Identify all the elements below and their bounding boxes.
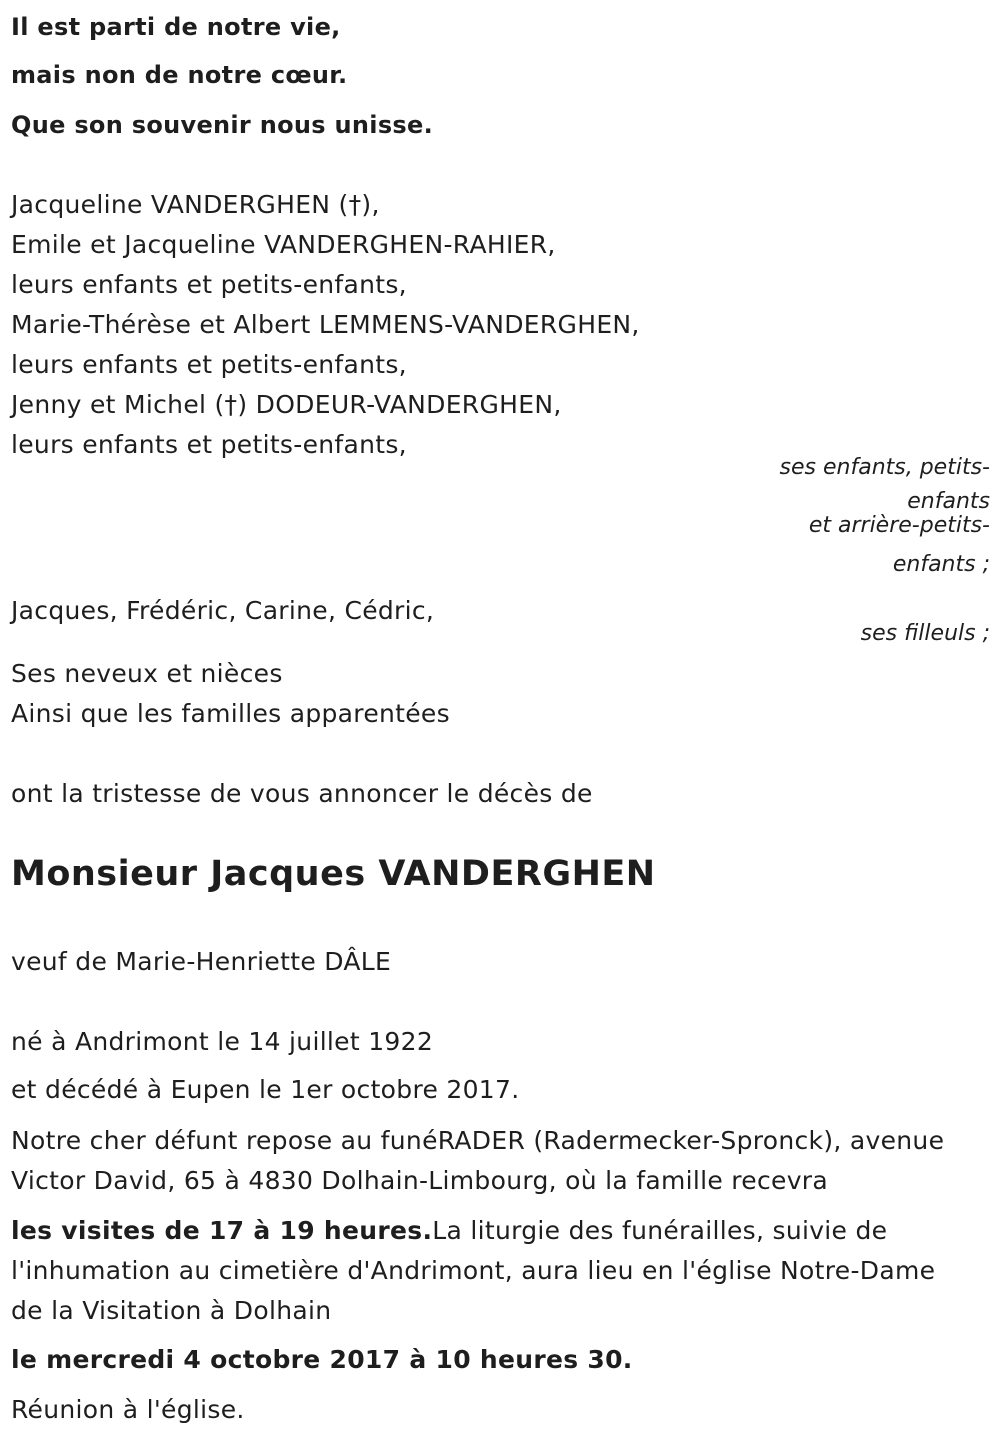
family-line: Jacqueline VANDERGHEN (†), [11, 190, 380, 219]
role-godchildren: ses filleuls ; [860, 621, 990, 646]
liturgy-line: l'inhumation au cimetière d'Andrimont, aura lieu en l'église Notre-Dame [11, 1256, 936, 1285]
visits-liturgy-line [11, 1211, 887, 1251]
epitaph-line: Que son souvenir nous unisse. [11, 111, 433, 139]
role-children-line: ses enfants, petits- [779, 455, 990, 480]
repose-line: Victor David, 65 à 4830 Dolhain-Limbourg, où la famille recevra [11, 1166, 829, 1195]
announcement-text: ont la tristesse de vous annoncer le décès de [11, 779, 593, 808]
liturgy-line: de la Visitation à Dolhain [11, 1296, 332, 1325]
widower-line: veuf de Marie-Henriette DÂLE [11, 947, 392, 976]
family-line: leurs enfants et petits-enfants, [11, 350, 407, 379]
role-children-line: et arrière-petits- [808, 513, 990, 538]
family-line: leurs enfants et petits-enfants, [11, 270, 407, 299]
deceased-name: Monsieur Jacques VANDERGHEN [11, 854, 656, 894]
family-line: leurs enfants et petits-enfants, [11, 430, 407, 459]
ceremony-date: le mercredi 4 octobre 2017 à 10 heures 30. [11, 1345, 633, 1374]
family-line: Marie-Thérèse et Albert LEMMENS-VANDERGHEN, [11, 310, 640, 339]
role-children-line: enfants [907, 489, 990, 514]
death-line: et décédé à Eupen le 1er octobre 2017. [11, 1075, 520, 1104]
role-children [780, 449, 990, 584]
liturgy-text: La liturgie des funérailles, suivie de [432, 1216, 888, 1245]
visits-hours: les visites de 17 à 19 heures. [11, 1216, 433, 1245]
birth-line: né à Andrimont le 14 juillet 1922 [11, 1027, 434, 1056]
family-line: Emile et Jacqueline VANDERGHEN-RAHIER, [11, 230, 556, 259]
meeting-line: Réunion à l'église. [11, 1395, 245, 1424]
repose-line: Notre cher défunt repose au funéRADER (Radermecker-Spronck), avenue [11, 1126, 945, 1155]
role-children-line: enfants ; [892, 552, 990, 577]
family-line: Jenny et Michel (†) DODEUR-VANDERGHEN, [11, 390, 562, 419]
relatives-line: Ainsi que les familles apparentées [11, 699, 450, 728]
epitaph-line: mais non de notre cœur. [11, 61, 348, 89]
relatives-line: Ses neveux et nièces [11, 659, 283, 688]
godchildren-line: Jacques, Frédéric, Carine, Cédric, [11, 596, 435, 625]
epitaph-line: Il est parti de notre vie, [11, 13, 341, 41]
